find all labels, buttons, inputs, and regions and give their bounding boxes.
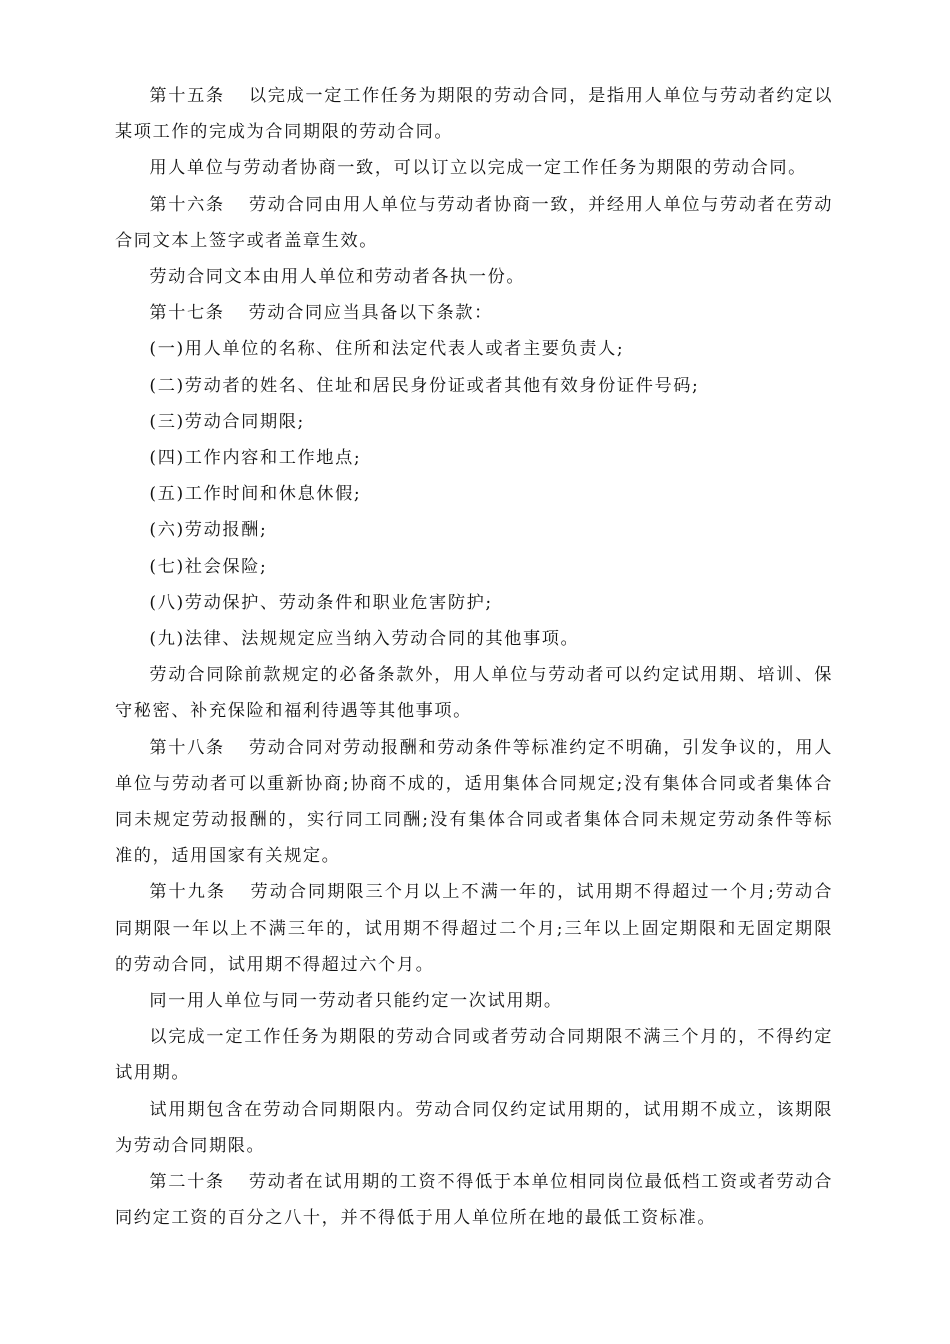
- paragraph: [115, 657, 833, 729]
- list-item-text: (四)工作内容和工作地点;: [149, 448, 362, 469]
- list-item: [115, 331, 833, 367]
- paragraph-article-17: [115, 295, 833, 331]
- paragraph-article-18: [115, 730, 833, 875]
- list-item: [115, 476, 833, 512]
- list-item-text: (六)劳动报酬;: [149, 520, 268, 541]
- list-item: [115, 585, 833, 621]
- list-item: [115, 368, 833, 404]
- article-number: 第二十条: [149, 1172, 225, 1193]
- paragraph-text: 以完成一定工作任务为期限的劳动合同，是指用人单位与劳动者约定以某项工作的完成为合同期限的劳动合同。: [115, 86, 833, 143]
- document-page: [115, 78, 833, 1237]
- paragraph-article-20: [115, 1164, 833, 1236]
- list-item: [115, 440, 833, 476]
- list-item-text: (三)劳动合同期限;: [149, 411, 305, 432]
- list-item-text: (七)社会保险;: [149, 556, 268, 577]
- paragraph-text: 以完成一定工作任务为期限的劳动合同或者劳动合同期限不满三个月的，不得约定试用期。: [115, 1027, 833, 1084]
- list-item: [115, 549, 833, 585]
- paragraph-text: 劳动合同应当具备以下条款：: [248, 303, 493, 324]
- paragraph-text: 劳动者在试用期的工资不得低于本单位相同岗位最低档工资或者劳动合同约定工资的百分之八十，并不得低于用人单位所在地的最低工资标准。: [115, 1172, 833, 1229]
- paragraph: [115, 259, 833, 295]
- paragraph: [115, 983, 833, 1019]
- list-item: [115, 512, 833, 548]
- list-item-text: (九)法律、法规规定应当纳入劳动合同的其他事项。: [149, 629, 580, 650]
- paragraph: [115, 1019, 833, 1091]
- list-item-text: (八)劳动保护、劳动条件和职业危害防护;: [149, 592, 493, 613]
- article-number: 第十八条: [149, 737, 225, 758]
- article-number: 第十五条: [149, 86, 225, 106]
- article-number: 第十九条: [149, 882, 227, 903]
- article-number: 第十六条: [149, 194, 225, 215]
- paragraph-text: 劳动合同对劳动报酬和劳动条件等标准约定不明确，引发争议的，用人单位与劳动者可以重新协商;协商不成的，适用集体合同规定;没有集体合同或者集体合同未规定劳动报酬的，实行同工同酬;没有集体合同或者集体合同未规定劳动条件等标准的，适用国家有关规定。: [115, 737, 833, 867]
- paragraph-text: 劳动合同由用人单位与劳动者协商一致，并经用人单位与劳动者在劳动合同文本上签字或者盖章生效。: [115, 194, 833, 251]
- paragraph-text: 劳动合同文本由用人单位和劳动者各执一份。: [149, 267, 526, 288]
- list-item-text: (五)工作时间和休息休假;: [149, 484, 362, 505]
- list-item: [115, 404, 833, 440]
- paragraph: [115, 150, 833, 186]
- list-item-text: (二)劳动者的姓名、住址和居民身份证或者其他有效身份证件号码;: [149, 375, 700, 396]
- paragraph-article-16: [115, 187, 833, 259]
- article-number: 第十七条: [149, 303, 225, 324]
- paragraph-text: 劳动合同期限三个月以上不满一年的，试用期不得超过一个月;劳动合同期限一年以上不满三年的，试用期不得超过二个月;三年以上固定期限和无固定期限的劳动合同，试用期不得超过六个月。: [115, 882, 833, 975]
- paragraph: [115, 1092, 833, 1164]
- paragraph-text: 劳动合同除前款规定的必备条款外，用人单位与劳动者可以约定试用期、培训、保守秘密、补充保险和福利待遇等其他事项。: [115, 665, 833, 722]
- paragraph-text: 用人单位与劳动者协商一致，可以订立以完成一定工作任务为期限的劳动合同。: [149, 158, 807, 179]
- list-item-text: (一)用人单位的名称、住所和法定代表人或者主要负责人;: [149, 339, 625, 360]
- list-item: [115, 621, 833, 657]
- paragraph-text: 同一用人单位与同一劳动者只能约定一次试用期。: [149, 991, 563, 1012]
- paragraph-text: 试用期包含在劳动合同期限内。劳动合同仅约定试用期的，试用期不成立，该期限为劳动合同期限。: [115, 1099, 833, 1156]
- paragraph-article-15: [115, 78, 833, 150]
- paragraph-article-19: [115, 874, 833, 983]
